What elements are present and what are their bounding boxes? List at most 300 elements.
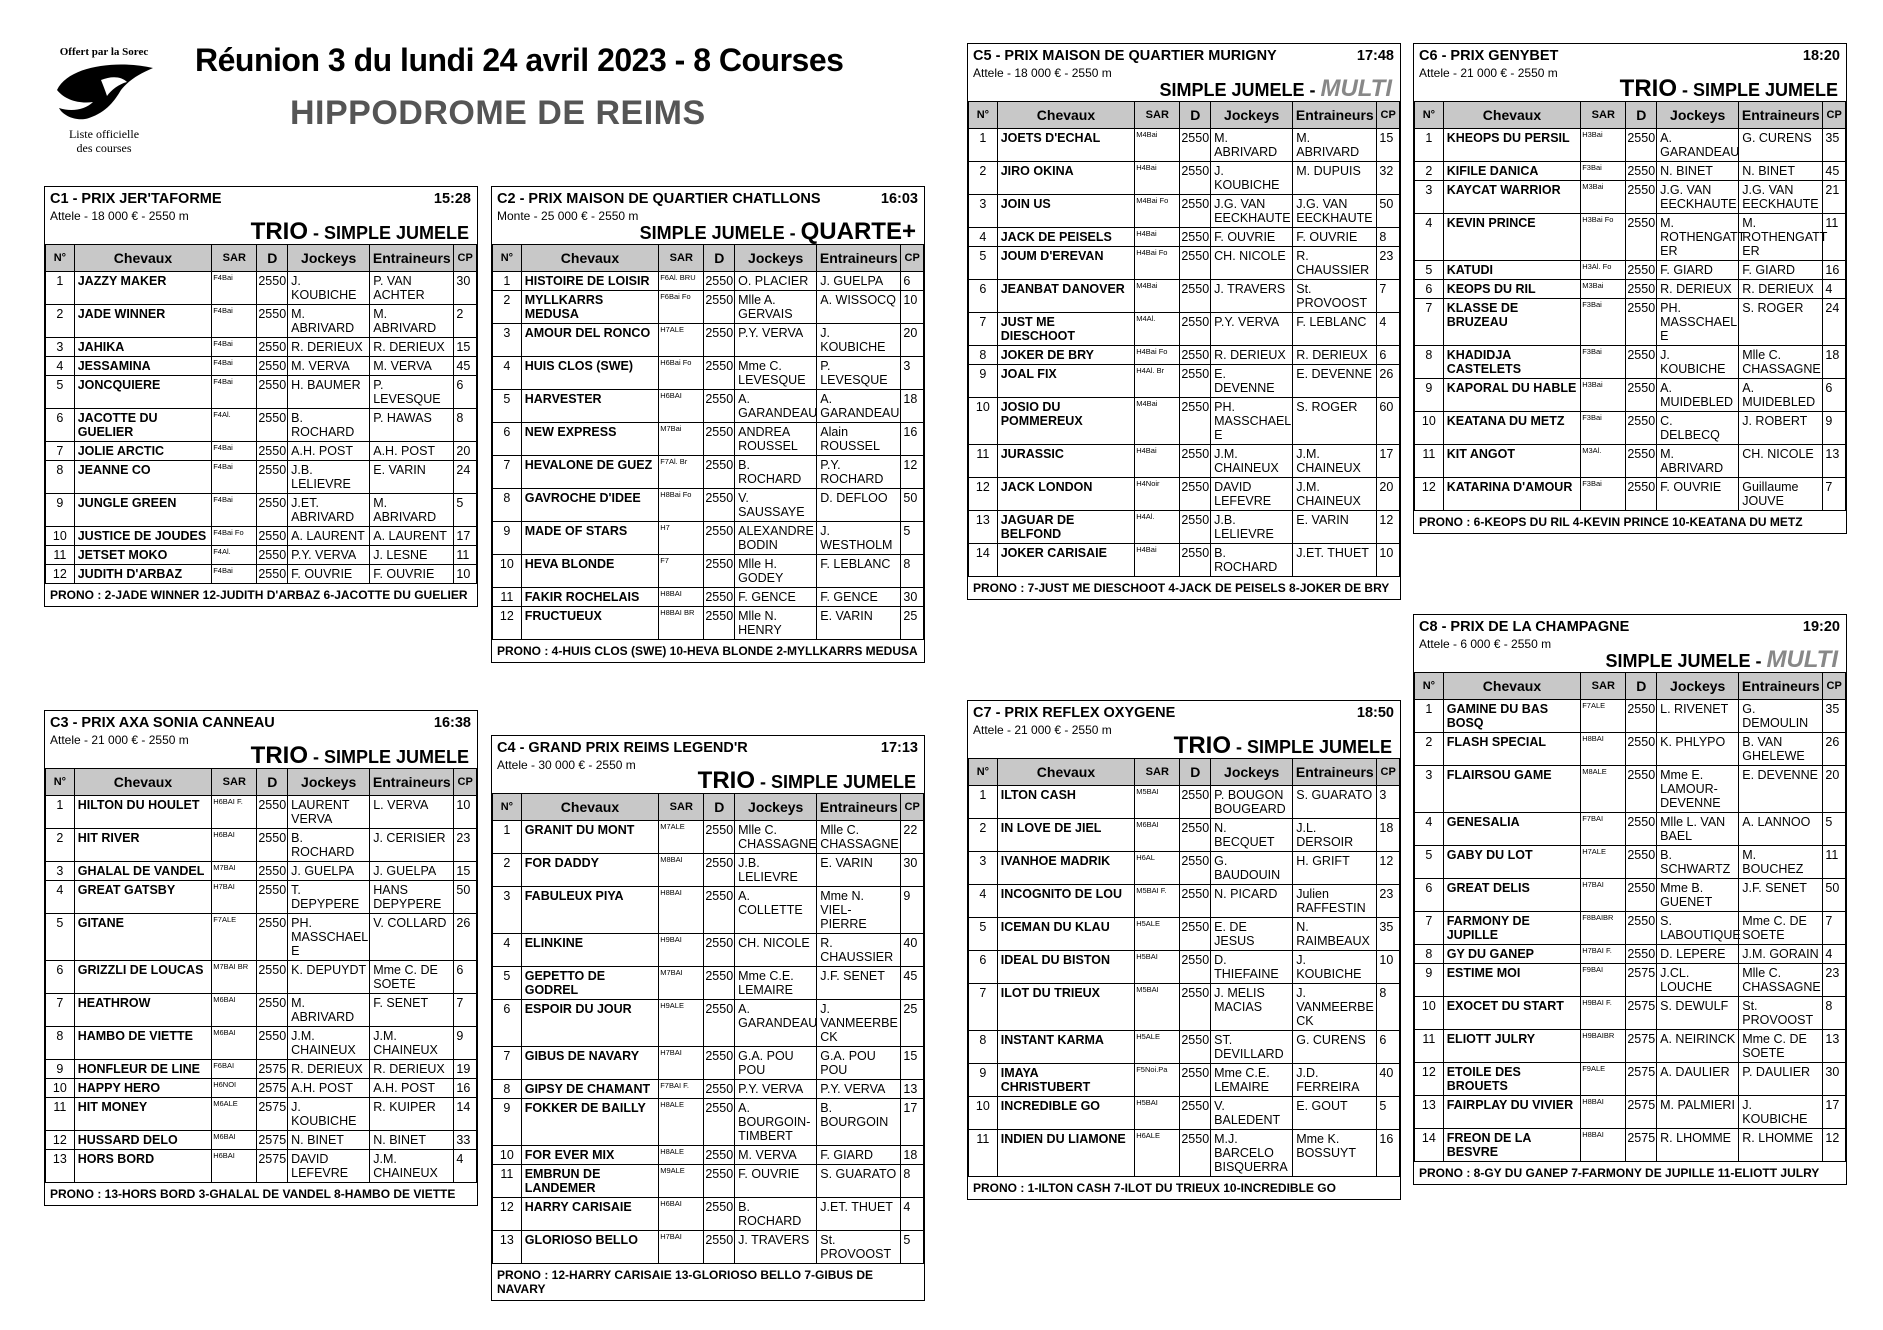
- distance: 2575: [1626, 997, 1657, 1030]
- sar: F3Bai: [1581, 346, 1626, 379]
- runner-row: [969, 544, 1400, 577]
- distance: 2550: [1180, 852, 1211, 885]
- runner-row: [493, 1099, 924, 1146]
- cote: 12: [1823, 1129, 1846, 1162]
- sar: F4Bai: [212, 338, 257, 357]
- runner-number: 2: [1415, 733, 1444, 766]
- horse-name: GRIZZLI DE LOUCAS: [74, 961, 212, 994]
- race-card-c1: [44, 186, 478, 607]
- runner-number: 12: [1415, 1063, 1444, 1096]
- venue-title: HIPPODROME DE REIMS: [290, 94, 706, 132]
- horse-name: FOR EVER MIX: [521, 1146, 659, 1165]
- cote: 18: [1377, 819, 1400, 852]
- prono: PRONO : 7-JUST ME DIESCHOOT 4-JACK DE PEISELS 8-JOKER DE BRY: [973, 581, 1390, 595]
- bet-types: [45, 218, 477, 245]
- runner-row: [493, 1000, 924, 1047]
- distance: 2550: [704, 854, 735, 887]
- runner-number: 5: [493, 390, 522, 423]
- bet-multi: MULTI: [1320, 75, 1392, 102]
- runner-row: [493, 854, 924, 887]
- race-header: [1414, 44, 1846, 80]
- trainer: E. VARIN: [817, 854, 901, 887]
- sar: M7Bai: [659, 423, 704, 456]
- col-header-chevaux: Chevaux: [1443, 673, 1581, 700]
- distance: 2550: [257, 272, 288, 305]
- distance: 2550: [704, 489, 735, 522]
- sar: M4Bai Fo: [1135, 195, 1180, 228]
- bet-types: [1414, 75, 1846, 102]
- runners-table: [45, 768, 477, 1183]
- runner-row: [969, 280, 1400, 313]
- trainer: J. VANMEERBE CK: [1293, 984, 1377, 1031]
- horse-name: HILTON DU HOULET: [74, 796, 212, 829]
- cote: 4: [1823, 945, 1846, 964]
- horse-name: AMOUR DEL RONCO: [521, 324, 659, 357]
- cote: 15: [901, 1047, 924, 1080]
- bet-simple-jumele: - SIMPLE JUMELE: [307, 223, 469, 243]
- runner-number: 10: [46, 527, 75, 546]
- runner-row: [46, 994, 477, 1027]
- col-header-sar: SAR: [1135, 759, 1180, 786]
- col-header-d: D: [257, 769, 288, 796]
- runner-row: [46, 1098, 477, 1131]
- bet-types: [45, 742, 477, 769]
- jockey: J.G. VAN EECKHAUTE: [1657, 181, 1739, 214]
- runner-number: 4: [969, 885, 998, 918]
- bet-quarte: QUARTE+: [800, 218, 916, 245]
- runner-number: 6: [46, 961, 75, 994]
- horse-name: HORS BORD: [74, 1150, 212, 1183]
- jockey: A. GARANDEAU: [735, 390, 817, 423]
- trainer: HANS DEPYPERE: [370, 881, 454, 914]
- jockey: A. GARANDEAU: [735, 1000, 817, 1047]
- sar: F4Bai: [212, 494, 257, 527]
- runner-number: 7: [46, 994, 75, 1027]
- trainer: A. LANNOO: [1739, 813, 1823, 846]
- sar: H6BAI: [659, 1198, 704, 1231]
- sar: M6BAI: [212, 1027, 257, 1060]
- trainer: D. DEFLOO: [817, 489, 901, 522]
- horse-name: IN LOVE DE JIEL: [997, 819, 1135, 852]
- trainer: J. KOUBICHE: [817, 324, 901, 357]
- horse-name: JOKER DE BRY: [997, 346, 1135, 365]
- cote: 17: [454, 527, 477, 546]
- jockey: A. NEIRINCK: [1657, 1030, 1739, 1063]
- distance: 2550: [1626, 733, 1657, 766]
- race-header: [45, 711, 477, 747]
- runner-number: 1: [1415, 129, 1444, 162]
- runner-row: [1415, 445, 1846, 478]
- runner-number: 8: [493, 1080, 522, 1099]
- trainer: E. VARIN: [1293, 511, 1377, 544]
- col-header-n: N°: [1415, 673, 1444, 700]
- trainer: E. GOUT: [1293, 1097, 1377, 1130]
- race-name: C4 - GRAND PRIX REIMS LEGEND'R: [497, 740, 748, 756]
- header-row: [493, 794, 924, 821]
- trainer: A. LAURENT: [370, 527, 454, 546]
- distance: 2550: [1626, 846, 1657, 879]
- jockey: DAVID LEFEVRE: [1211, 478, 1293, 511]
- runner-row: [1415, 280, 1846, 299]
- race-conditions: Attele - 21 000 € - 2550 m: [1419, 66, 1558, 80]
- runner-number: 13: [969, 511, 998, 544]
- runner-number: 14: [969, 544, 998, 577]
- race-conditions: Attele - 6 000 € - 2550 m: [1419, 637, 1552, 651]
- horse-name: GIBUS DE NAVARY: [521, 1047, 659, 1080]
- trainer: F. OUVRIE: [370, 565, 454, 584]
- sar: F4Bai Fo: [212, 527, 257, 546]
- sar: F4Bai: [212, 565, 257, 584]
- runner-row: [493, 1146, 924, 1165]
- cote: 30: [901, 854, 924, 887]
- race-conditions: Monte - 25 000 € - 2550 m: [497, 209, 639, 223]
- cote: 11: [454, 546, 477, 565]
- jockey: F. GIARD: [1657, 261, 1739, 280]
- runner-number: 4: [1415, 214, 1444, 261]
- race-conditions: Attele - 21 000 € - 2550 m: [973, 723, 1112, 737]
- jockey: Mlle N. HENRY: [735, 607, 817, 640]
- runner-row: [1415, 997, 1846, 1030]
- distance: 2550: [1626, 261, 1657, 280]
- cote: 6: [901, 272, 924, 291]
- jockey: R. LHOMME: [1657, 1129, 1739, 1162]
- col-header-sar: SAR: [1135, 102, 1180, 129]
- sar: H3Bai Fo: [1581, 214, 1626, 261]
- distance: 2550: [1180, 544, 1211, 577]
- sar: F6BAI: [212, 1060, 257, 1079]
- jockey: A.H. POST: [288, 1079, 370, 1098]
- runner-row: [1415, 214, 1846, 261]
- sar: H8BAI: [1581, 1129, 1626, 1162]
- trainer: J.M. CHAINEUX: [1293, 445, 1377, 478]
- trainer: J. LESNE: [370, 546, 454, 565]
- runner-number: 10: [1415, 997, 1444, 1030]
- jockey: A. MUIDEBLED: [1657, 379, 1739, 412]
- cote: 17: [1377, 445, 1400, 478]
- horse-name: KATARINA D'AMOUR: [1443, 478, 1581, 511]
- horse-name: HUIS CLOS (SWE): [521, 357, 659, 390]
- jockey: K. DEPUYDT: [288, 961, 370, 994]
- col-header-cp: CP: [1377, 102, 1400, 129]
- runner-number: 4: [493, 934, 522, 967]
- runner-row: [46, 1131, 477, 1150]
- distance: 2550: [1626, 299, 1657, 346]
- trainer: Mme C. DE SOETE: [1739, 912, 1823, 945]
- horse-name: INSTANT KARMA: [997, 1031, 1135, 1064]
- horse-name: KAYCAT WARRIOR: [1443, 181, 1581, 214]
- distance: 2550: [257, 357, 288, 376]
- sar: M7ALE: [659, 821, 704, 854]
- sar: H9BAIBR: [1581, 1030, 1626, 1063]
- distance: 2575: [1626, 1030, 1657, 1063]
- runner-row: [493, 1231, 924, 1264]
- distance: 2550: [1180, 398, 1211, 445]
- runner-number: 6: [969, 280, 998, 313]
- sar: H4Bai Fo: [1135, 247, 1180, 280]
- horse-name: HAMBO DE VIETTE: [74, 1027, 212, 1060]
- horse-name: MYLLKARRS MEDUSA: [521, 291, 659, 324]
- distance: 2550: [1626, 766, 1657, 813]
- jockey: ALEXANDRE BODIN: [735, 522, 817, 555]
- jockey: S. LABOUTIQUE: [1657, 912, 1739, 945]
- runner-number: 1: [493, 821, 522, 854]
- race-time: 16:38: [433, 715, 471, 731]
- horse-name: HISTOIRE DE LOISIR: [521, 272, 659, 291]
- runner-row: [493, 887, 924, 934]
- cote: 32: [1377, 162, 1400, 195]
- distance: 2550: [704, 967, 735, 1000]
- distance: 2550: [257, 796, 288, 829]
- runner-row: [493, 272, 924, 291]
- sar: H4Bai: [1135, 544, 1180, 577]
- trainer: J.D. FERREIRA: [1293, 1064, 1377, 1097]
- cote: 40: [901, 934, 924, 967]
- runner-number: 8: [493, 489, 522, 522]
- horse-name: GY DU GANEP: [1443, 945, 1581, 964]
- runner-row: [969, 984, 1400, 1031]
- sar: H7ALE: [659, 324, 704, 357]
- cote: 60: [1377, 398, 1400, 445]
- distance: 2550: [1626, 181, 1657, 214]
- sar: M9ALE: [659, 1165, 704, 1198]
- trainer: J.ET. THUET: [817, 1198, 901, 1231]
- distance: 2550: [1180, 918, 1211, 951]
- col-header-sar: SAR: [212, 769, 257, 796]
- trainer: J.M. CHAINEUX: [370, 1150, 454, 1183]
- sar: H6BAI: [212, 1150, 257, 1183]
- col-header-sar: SAR: [1581, 102, 1626, 129]
- runner-number: 12: [1415, 478, 1444, 511]
- runner-number: 1: [969, 786, 998, 819]
- horse-name: ELIOTT JULRY: [1443, 1030, 1581, 1063]
- cote: 15: [454, 862, 477, 881]
- prono: PRONO : 8-GY DU GANEP 7-FARMONY DE JUPILLE 11-ELIOTT JULRY: [1419, 1166, 1820, 1180]
- col-header-d: D: [1180, 759, 1211, 786]
- sar: F9ALE: [1581, 1063, 1626, 1096]
- runner-number: 7: [1415, 299, 1444, 346]
- col-header-jockeys: Jockeys: [1657, 673, 1739, 700]
- runner-number: 6: [969, 951, 998, 984]
- runner-row: [46, 829, 477, 862]
- runner-number: 10: [969, 398, 998, 445]
- runner-number: 2: [46, 829, 75, 862]
- jockey: Mlle C. CHASSAGNE: [735, 821, 817, 854]
- cote: 16: [1823, 261, 1846, 280]
- col-header-cp: CP: [901, 245, 924, 272]
- distance: 2550: [257, 881, 288, 914]
- runner-number: 3: [493, 887, 522, 934]
- trainer: St. PROVOOST: [817, 1231, 901, 1264]
- horse-name: ETOILE DES BROUETS: [1443, 1063, 1581, 1096]
- trainer: Mme C. DE SOETE: [1739, 1030, 1823, 1063]
- runner-row: [46, 1027, 477, 1060]
- runner-row: [493, 423, 924, 456]
- sar: H6BAI: [212, 829, 257, 862]
- horse-name: JADE WINNER: [74, 305, 212, 338]
- cote: 13: [1823, 1030, 1846, 1063]
- distance: 2550: [1180, 1097, 1211, 1130]
- runner-row: [969, 129, 1400, 162]
- trainer: J. WESTHOLM: [817, 522, 901, 555]
- horse-name: JUNGLE GREEN: [74, 494, 212, 527]
- trainer: M. ROTHENGATT ER: [1739, 214, 1823, 261]
- horse-name: GAMINE DU BAS BOSQ: [1443, 700, 1581, 733]
- cote: 6: [454, 961, 477, 994]
- race-name: C6 - PRIX GENYBET: [1419, 48, 1559, 64]
- jockey: M.J. BARCELO BISQUERRA: [1211, 1130, 1293, 1177]
- jockey: PH. MASSCHAEL E: [1211, 398, 1293, 445]
- bet-types: [492, 767, 924, 794]
- runner-number: 11: [969, 445, 998, 478]
- jockey: P.Y. VERVA: [735, 324, 817, 357]
- race-card-c6: [1413, 43, 1847, 534]
- horse-name: JOETS D'ECHAL: [997, 129, 1135, 162]
- race-time: 19:20: [1802, 619, 1840, 635]
- runner-number: 9: [493, 522, 522, 555]
- sar: F3Bai: [1581, 162, 1626, 181]
- col-header-n: N°: [1415, 102, 1444, 129]
- distance: 2550: [1180, 786, 1211, 819]
- jockey: F. OUVRIE: [288, 565, 370, 584]
- runner-row: [46, 527, 477, 546]
- runner-row: [493, 555, 924, 588]
- cote: 16: [454, 1079, 477, 1098]
- col-header-jockeys: Jockeys: [1211, 102, 1293, 129]
- horse-name: INDIEN DU LIAMONE: [997, 1130, 1135, 1177]
- cote: 11: [1823, 214, 1846, 261]
- distance: 2550: [704, 1146, 735, 1165]
- header-row: [493, 245, 924, 272]
- runner-row: [1415, 846, 1846, 879]
- header-row: [1415, 102, 1846, 129]
- trainer: St. PROVOOST: [1293, 280, 1377, 313]
- trainer: E. VARIN: [817, 607, 901, 640]
- runner-row: [46, 961, 477, 994]
- cote: 7: [1377, 280, 1400, 313]
- cote: 14: [454, 1098, 477, 1131]
- jockey: J.B. LELIEVRE: [735, 854, 817, 887]
- horse-name: FARMONY DE JUPILLE: [1443, 912, 1581, 945]
- distance: 2550: [1180, 478, 1211, 511]
- sar: H8ALE: [659, 1099, 704, 1146]
- jockey: J.B. LELIEVRE: [288, 461, 370, 494]
- jockey: J. TRAVERS: [1211, 280, 1293, 313]
- header-row: [46, 245, 477, 272]
- trainer: B. VAN GHELEWE: [1739, 733, 1823, 766]
- jockey: P.Y. VERVA: [1211, 313, 1293, 346]
- bet-trio: TRIO: [250, 742, 308, 769]
- runner-row: [1415, 181, 1846, 214]
- jockey: E. DEVENNE: [1211, 365, 1293, 398]
- horse-name: ICEMAN DU KLAU: [997, 918, 1135, 951]
- runner-number: 10: [969, 1097, 998, 1130]
- runner-number: 4: [46, 357, 75, 376]
- runner-row: [493, 522, 924, 555]
- col-header-n: N°: [46, 245, 75, 272]
- col-header-jockeys: Jockeys: [735, 245, 817, 272]
- cote: 15: [1377, 129, 1400, 162]
- horse-name: JOUM D'EREVAN: [997, 247, 1135, 280]
- runner-row: [1415, 129, 1846, 162]
- sar: F3Bai: [1581, 478, 1626, 511]
- sar: H8Bai Fo: [659, 489, 704, 522]
- runner-number: 12: [493, 1198, 522, 1231]
- jockey: B. ROCHARD: [1211, 544, 1293, 577]
- trainer: A. WISSOCQ: [817, 291, 901, 324]
- cote: 35: [1823, 129, 1846, 162]
- horse-name: HARVESTER: [521, 390, 659, 423]
- cote: 7: [454, 994, 477, 1027]
- jockey: J. GUELPA: [288, 862, 370, 881]
- runner-number: 3: [1415, 766, 1444, 813]
- jockey: B. ROCHARD: [288, 829, 370, 862]
- runner-row: [493, 390, 924, 423]
- col-header-d: D: [257, 245, 288, 272]
- trainer: J. VANMEERBE CK: [817, 1000, 901, 1047]
- col-header-d: D: [704, 245, 735, 272]
- horse-name: FLASH SPECIAL: [1443, 733, 1581, 766]
- trainer: R. DERIEUX: [1739, 280, 1823, 299]
- jockey: A. BOURGOIN-TIMBERT: [735, 1099, 817, 1146]
- jockey: N. BECQUET: [1211, 819, 1293, 852]
- trainer: L. VERVA: [370, 796, 454, 829]
- runner-number: 7: [493, 456, 522, 489]
- trainer: R. DERIEUX: [370, 338, 454, 357]
- jockey: Mme E. LAMOUR-DEVENNE: [1657, 766, 1739, 813]
- jockey: M. ABRIVARD: [1657, 445, 1739, 478]
- horse-name: GEPETTO DE GODREL: [521, 967, 659, 1000]
- trainer: V. COLLARD: [370, 914, 454, 961]
- distance: 2575: [1626, 1129, 1657, 1162]
- runner-number: 7: [493, 1047, 522, 1080]
- distance: 2550: [1626, 379, 1657, 412]
- col-header-entraineurs: Entraineurs: [817, 794, 901, 821]
- trainer: M. ABRIVARD: [1293, 129, 1377, 162]
- runner-row: [1415, 879, 1846, 912]
- sar: H3Bai: [1581, 379, 1626, 412]
- cote: 50: [1823, 879, 1846, 912]
- horse-name: FRUCTUEUX: [521, 607, 659, 640]
- jockey: M. ABRIVARD: [288, 305, 370, 338]
- distance: 2550: [1180, 228, 1211, 247]
- runner-number: 12: [46, 565, 75, 584]
- cote: 18: [901, 1146, 924, 1165]
- runner-row: [46, 376, 477, 409]
- trainer: M. ABRIVARD: [370, 305, 454, 338]
- cote: 30: [901, 588, 924, 607]
- cote: 50: [1377, 195, 1400, 228]
- prono: PRONO : 4-HUIS CLOS (SWE) 10-HEVA BLONDE 2-MYLLKARRS MEDUSA: [497, 644, 918, 658]
- jockey: B. ROCHARD: [735, 456, 817, 489]
- race-name: C7 - PRIX REFLEX OXYGENE: [973, 705, 1176, 721]
- runner-number: 1: [1415, 700, 1444, 733]
- sar: H6AL: [1135, 852, 1180, 885]
- horse-name: GITANE: [74, 914, 212, 961]
- sar: H5BAI: [1135, 951, 1180, 984]
- jockey: P. BOUGON BOUGEARD: [1211, 786, 1293, 819]
- cote: 3: [901, 357, 924, 390]
- sar: M7BAI BR: [212, 961, 257, 994]
- cote: 15: [454, 338, 477, 357]
- cote: 21: [1823, 181, 1846, 214]
- distance: 2550: [704, 1231, 735, 1264]
- sar: F3Bai: [1581, 299, 1626, 346]
- cote: 24: [1823, 299, 1846, 346]
- sar: M3Bai: [1581, 181, 1626, 214]
- cote: 5: [1377, 1097, 1400, 1130]
- runner-number: 11: [46, 1098, 75, 1131]
- distance: 2550: [257, 565, 288, 584]
